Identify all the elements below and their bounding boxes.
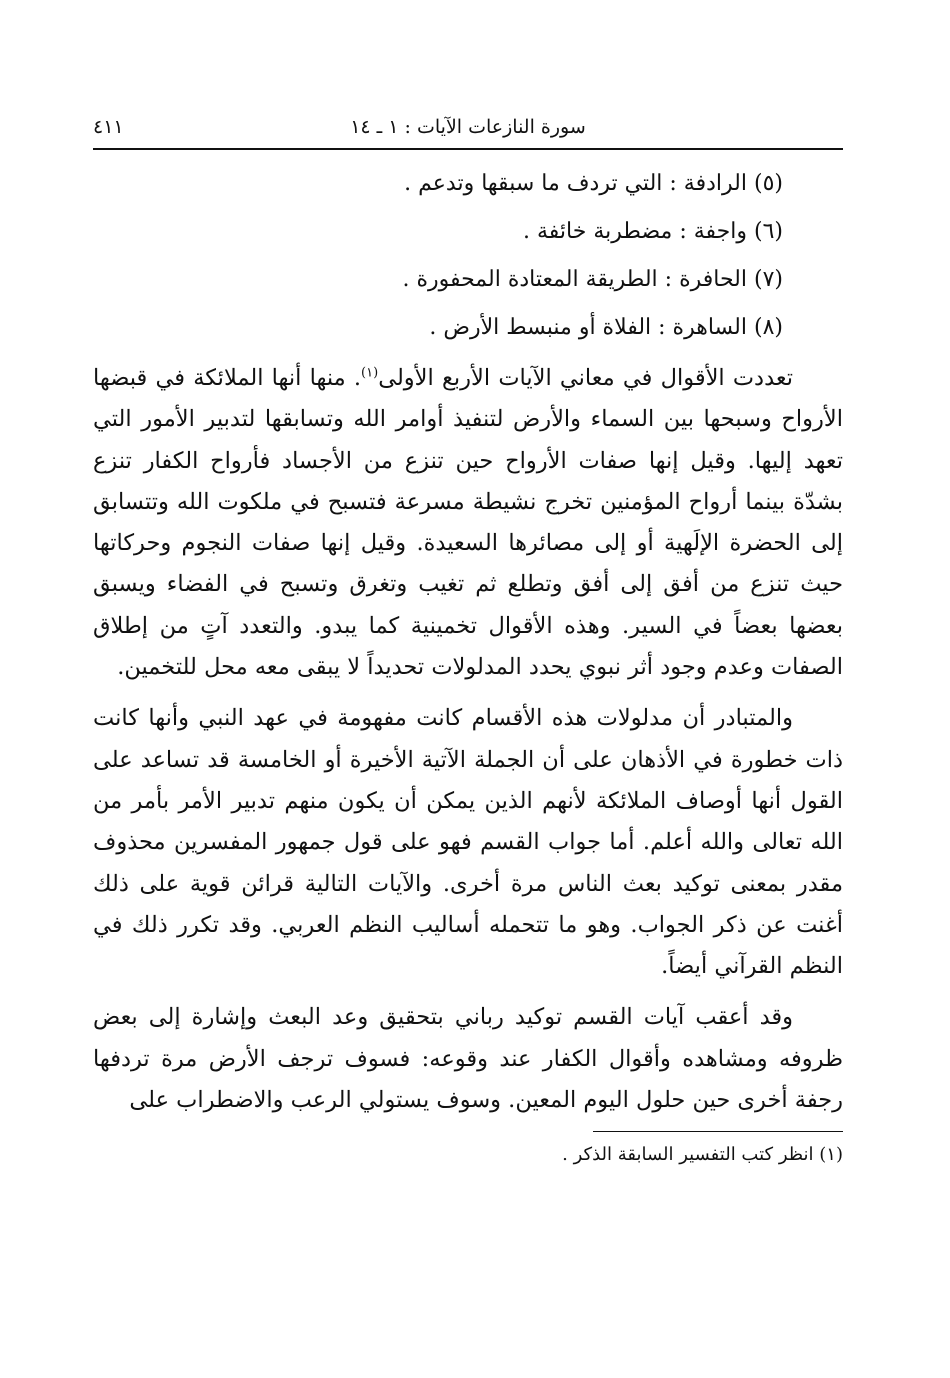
footnote-text: انظر كتب التفسير السابقة الذكر . (562, 1144, 814, 1166)
definition-item (93, 160, 783, 208)
definition-number: (٧) (753, 267, 783, 292)
body-paragraph-resurrection: وقد أعقب آيات القسم توكيد رباني بتحقيق وعد البعث وإشارة إلى بعض ظروفه ومشاهده وأقوال الكفار عند وقوعه: فسوف ترجف الأرض مرة تردفها رجفة أخرى حين حلول اليوم المعين. وسوف يستولي الرعب والاضطراب على (93, 1004, 843, 1114)
definition-term: الساهرة : (658, 315, 747, 340)
page (93, 110, 843, 1170)
body-paragraph-interpretations (93, 358, 843, 688)
definition-meaning: مضطربة خائفة . (523, 219, 673, 244)
footnote-number: (١) (819, 1144, 843, 1166)
definition-term: واجفة : (679, 219, 747, 244)
header-title: سورة النازعات الآيات : ١ ـ ١٤ (350, 116, 586, 138)
paragraph-text-lead: تعددت الأقوال في معاني الآيات الأربع الأولى (378, 365, 793, 391)
definition-term: الحافرة : (664, 267, 747, 292)
definition-term: الرادفة : (669, 171, 747, 196)
definition-number: (٦) (753, 219, 783, 244)
definition-meaning: الفلاة أو منبسط الأرض . (429, 315, 652, 340)
page-number: ٤١١ (93, 116, 124, 138)
running-header (93, 110, 843, 150)
definition-item (93, 208, 783, 256)
body-paragraph-oath-meaning: والمتبادر أن مدلولات هذه الأقسام كانت مفهومة في عهد النبي وأنها كانت ذات خطورة في الأذهان على أن الجملة الآتية الأخيرة أو الخامسة قد تساعد على القول أنها أوصاف الملائكة لأنهم الذين يمكن أن يكون منهم تدبير الأمر بأمر من الله تعالى والله أعلم. أما جواب القسم فهو على قول جمهور المفسرين محذوف مقدر بمعنى توكيد بعث الناس مرة أخرى. والآيات التالية قرائن قوية على ذلك أغنت عن ذكر الجواب. وهو ما تتحمله أساليب النظم العربي. وقد تكرر ذلك في النظم القرآني أيضاً. (93, 705, 843, 980)
definition-item (93, 304, 783, 352)
definitions-list (93, 160, 843, 352)
footnote-reference: (١) (361, 365, 379, 381)
paragraph-text-rest: . منها أنها الملائكة في قبضها الأرواح وسبحها بين السماء والأرض لتنفيذ أوامر الله وتسابقها لتدبير الأمور التي تعهد إليها. وقيل إنها صفات الأرواح حين تنزع من الأجساد فأرواح الكفار تنزع بشدّة بينما أرواح المؤمنين تخرج نشيطة مسرعة فتسبح في ملكوت الله وتتسابق إلى الحضرة الإلَهية أو إلى مصائرها السعيدة. وقيل إنها صفات النجوم وحركاتها حيث تنزع من أفق إلى أفق وتطلع ثم تغيب وتغرق وتسبح في الفضاء ويسبق بعضها بعضاً في السير. وهذه الأقوال تخمينية كما يبدو. والتعدد آتٍ من إطلاق الصفات وعدم وجود أثر نبوي يحدد المدلولات تحديداً لا يبقى معه محل للتخمين. (93, 365, 843, 681)
footnote (93, 1140, 843, 1170)
definition-item (93, 256, 783, 304)
definition-meaning: التي تردف ما سبقها وتدعم . (404, 171, 663, 196)
definition-number: (٨) (753, 315, 783, 340)
definition-meaning: الطريقة المعتادة المحفورة . (402, 267, 658, 292)
footnote-divider (593, 1131, 843, 1132)
definition-number: (٥) (753, 171, 783, 196)
